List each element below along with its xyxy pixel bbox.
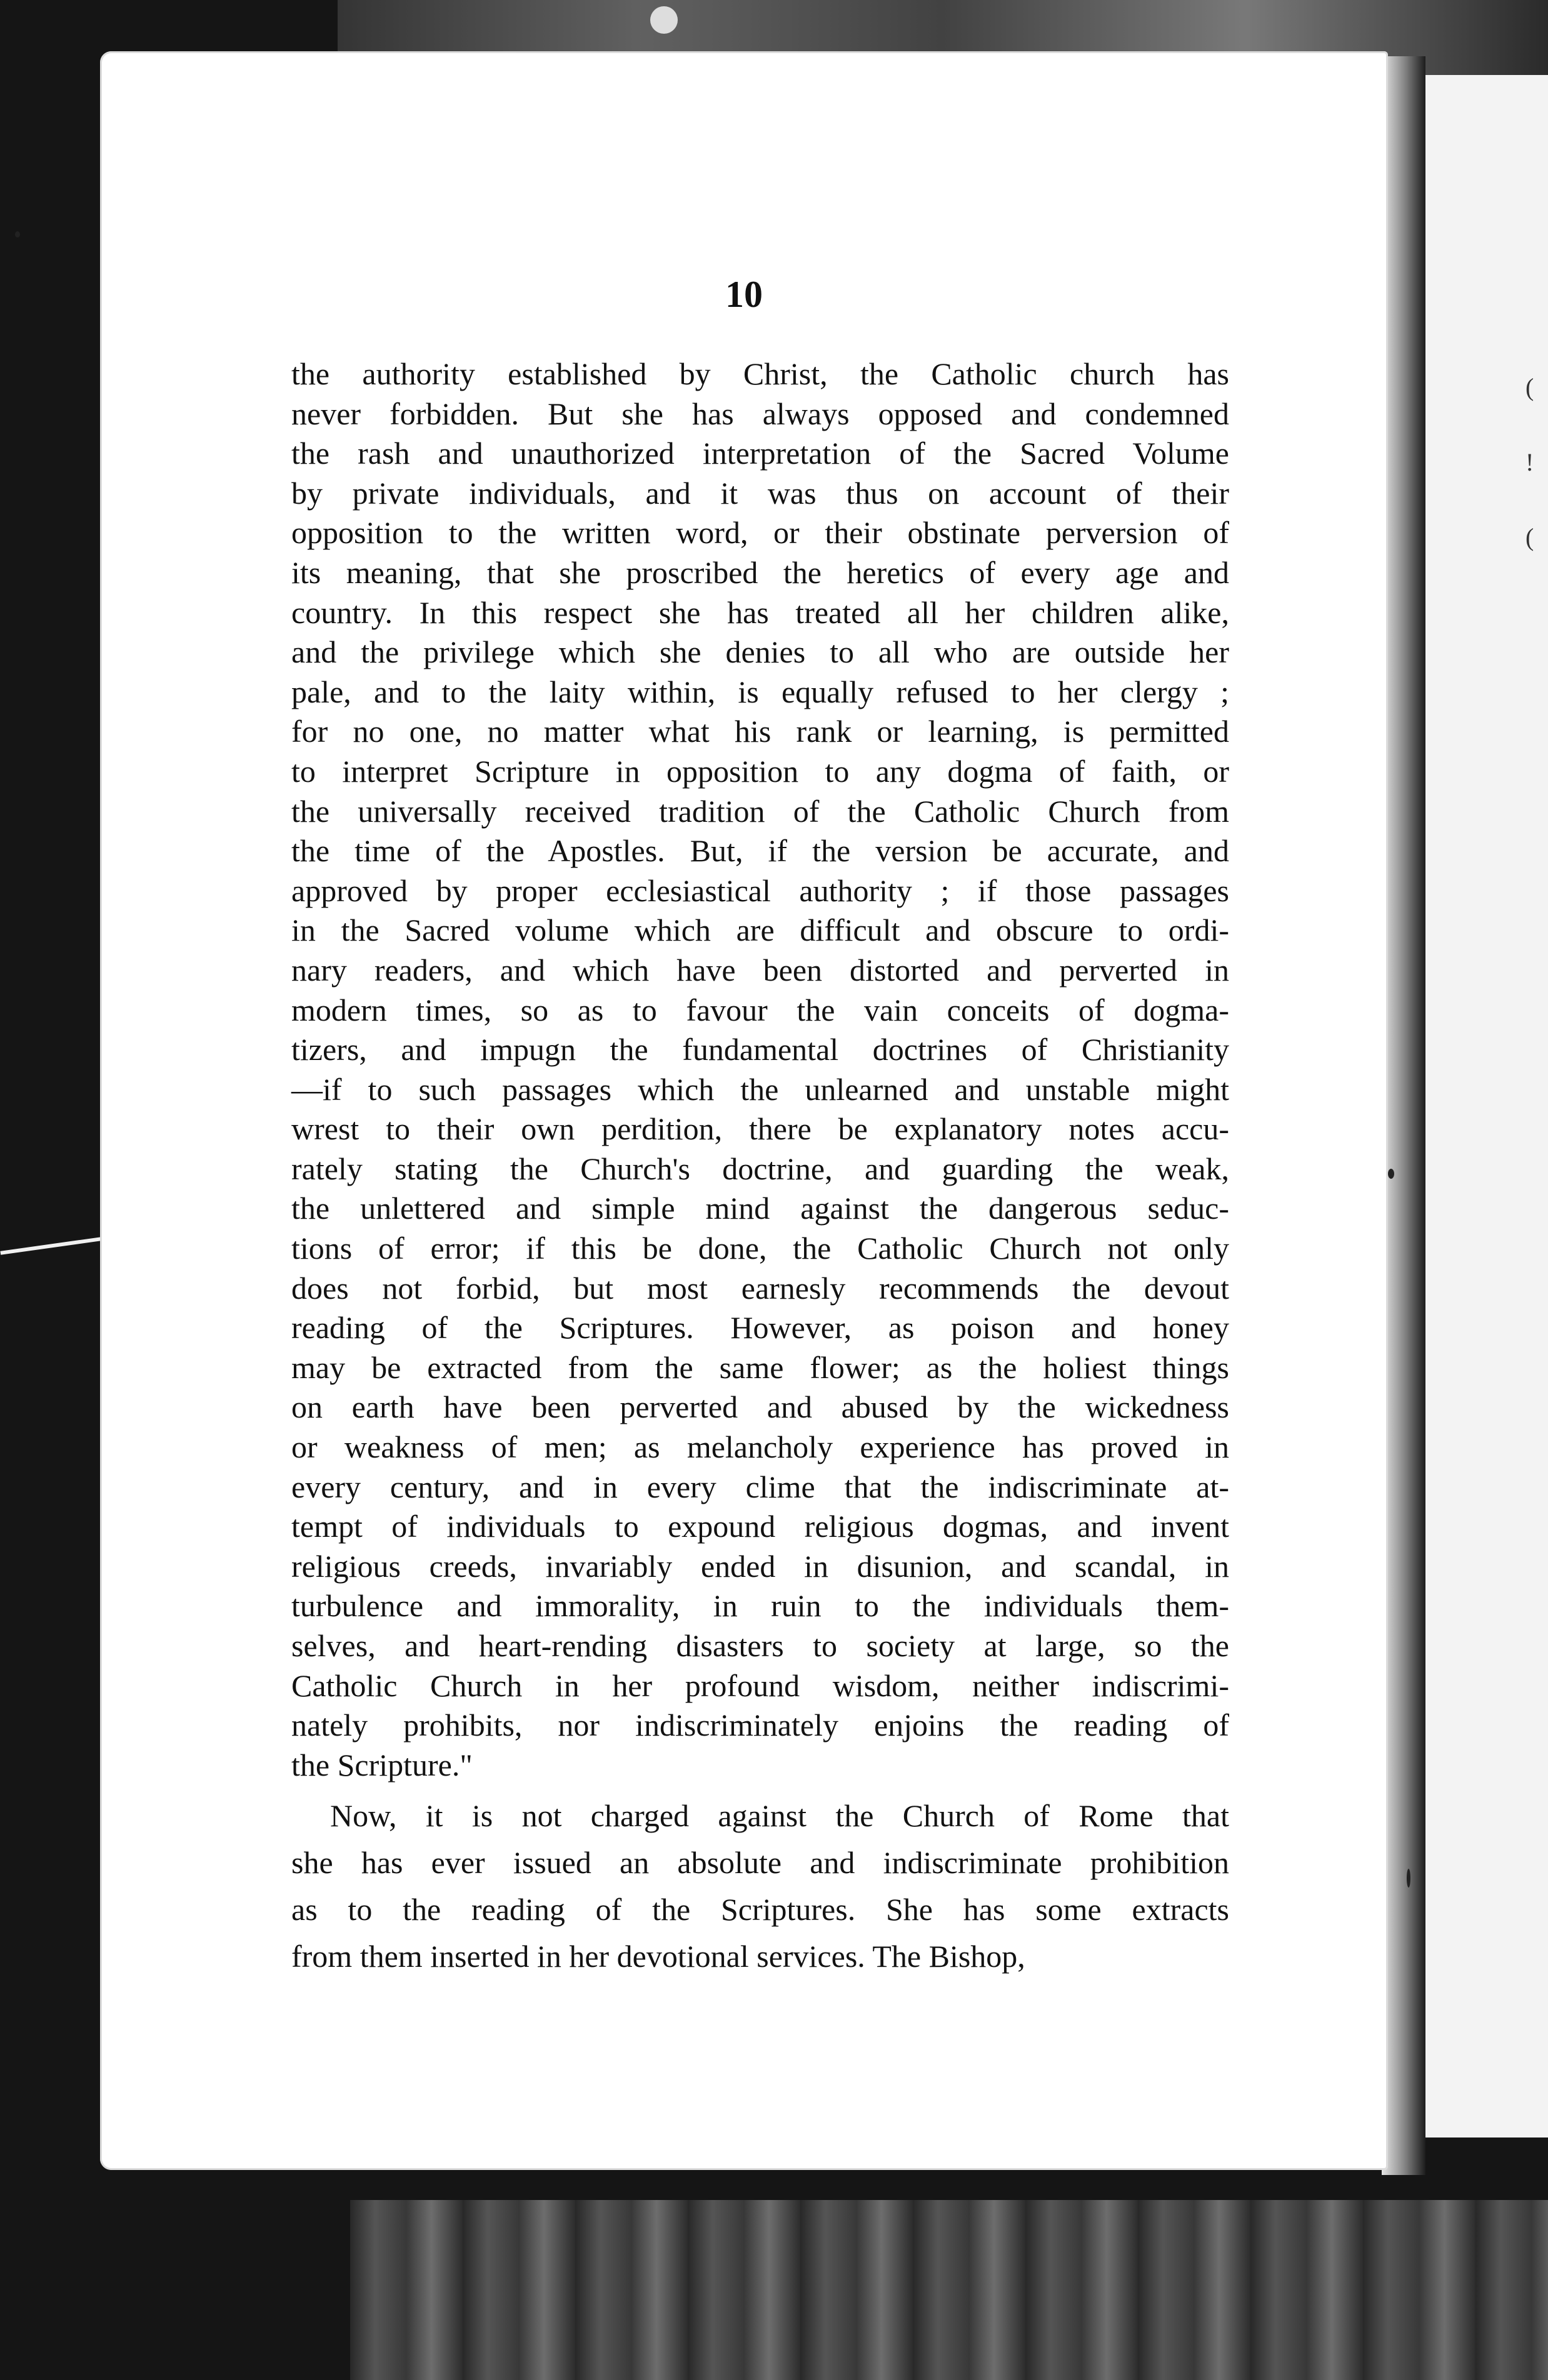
scan-speck [15, 231, 20, 238]
text-line: wrest to their own perdition, there be explanatory notes accu- [291, 1111, 1229, 1147]
text-line: the Scripture." [291, 1747, 473, 1782]
text-line: nately prohibits, nor indiscriminately enjoins the reading of [291, 1708, 1229, 1743]
text-line: the unlettered and simple mind against the dangerous seduc- [291, 1191, 1229, 1226]
text-line: pale, and to the laity within, is equally refused to her clergy ; [291, 674, 1229, 709]
text-line: may be extracted from the same flower; as the holiest things [291, 1349, 1229, 1385]
book-page [100, 51, 1388, 2170]
text-line: rately stating the Church's doctrine, and guarding the weak, [291, 1151, 1229, 1186]
text-line: or weakness of men; as melancholy experience has proved in [291, 1429, 1229, 1465]
text-line: from them inserted in her devotional services. The Bishop, [291, 1939, 1025, 1974]
page-number: 10 [725, 274, 763, 315]
scan-speck [1407, 1869, 1410, 1888]
text-line: its meaning, that she proscribed the heretics of every age and [291, 554, 1229, 590]
text-line: Catholic Church in her profound wisdom, neither indiscrimi- [291, 1668, 1229, 1703]
left-edge-mark [0, 1236, 106, 1255]
scan-speck [650, 6, 678, 34]
facing-page-marks: ( ! ( [1525, 373, 1534, 551]
text-line: the time of the Apostles. But, if the version be accurate, and [291, 833, 1229, 869]
text-line: reading of the Scriptures. However, as poison and honey [291, 1310, 1229, 1346]
text-line: to interpret Scripture in opposition to any dogma of faith, or [291, 753, 1229, 789]
text-line: approved by proper ecclesiastical authority ; if those passages [291, 872, 1229, 908]
text-line: modern times, so as to favour the vain conceits of dogma- [291, 992, 1229, 1028]
text-line: the authority established by Christ, the Catholic church has [291, 356, 1229, 391]
text-line: —if to such passages which the unlearned and unstable might [291, 1071, 1229, 1107]
text-line: every century, and in every clime that the indiscriminate at- [291, 1469, 1229, 1504]
scan-speck [1388, 1169, 1394, 1179]
text-line: selves, and heart-rending disasters to society at large, so the [291, 1628, 1229, 1663]
paragraph-gap [291, 1785, 1229, 1792]
body-text [291, 354, 1229, 1980]
text-line: she has ever issued an absolute and indiscriminate prohibition [291, 1845, 1229, 1881]
text-line: nary readers, and which have been distorted and perverted in [291, 952, 1229, 988]
text-line: tizers, and impugn the fundamental doctrines of Christianity [291, 1032, 1229, 1068]
text-line: for no one, no matter what his rank or learning, is permitted [291, 714, 1229, 749]
text-line: the universally received tradition of the Catholic Church from [291, 793, 1229, 829]
text-line: the rash and unauthorized interpretation of the Sacred Volume [291, 436, 1229, 471]
text-line: turbulence and immorality, in ruin to the individuals them- [291, 1588, 1229, 1624]
page-gutter-shadow [1382, 56, 1425, 2175]
text-line: Now, it is not charged against the Church of Rome that [330, 1798, 1229, 1834]
text-line: country. In this respect she has treated all her children alike, [291, 594, 1229, 630]
scan-bottom-edge [350, 2200, 1548, 2380]
text-line: tions of error; if this be done, the Catholic Church not only [291, 1231, 1229, 1266]
text-line: tempt of individuals to expound religious dogmas, and invent [291, 1509, 1229, 1544]
text-line: in the Sacred volume which are difficult and obscure to ordi- [291, 912, 1229, 948]
text-line: on earth have been perverted and abused by the wickedness [291, 1389, 1229, 1425]
text-line: as to the reading of the Scriptures. She has some extracts [291, 1892, 1229, 1928]
text-line: by private individuals, and it was thus on account of their [291, 475, 1229, 511]
text-line: never forbidden. But she has always opposed and condemned [291, 396, 1229, 431]
text-line: religious creeds, invariably ended in disunion, and scandal, in [291, 1548, 1229, 1584]
text-line: opposition to the written word, or their obstinate perversion of [291, 515, 1229, 551]
text-line: and the privilege which she denies to all who are outside her [291, 634, 1229, 670]
text-line: does not forbid, but most earnesly recommends the devout [291, 1270, 1229, 1306]
